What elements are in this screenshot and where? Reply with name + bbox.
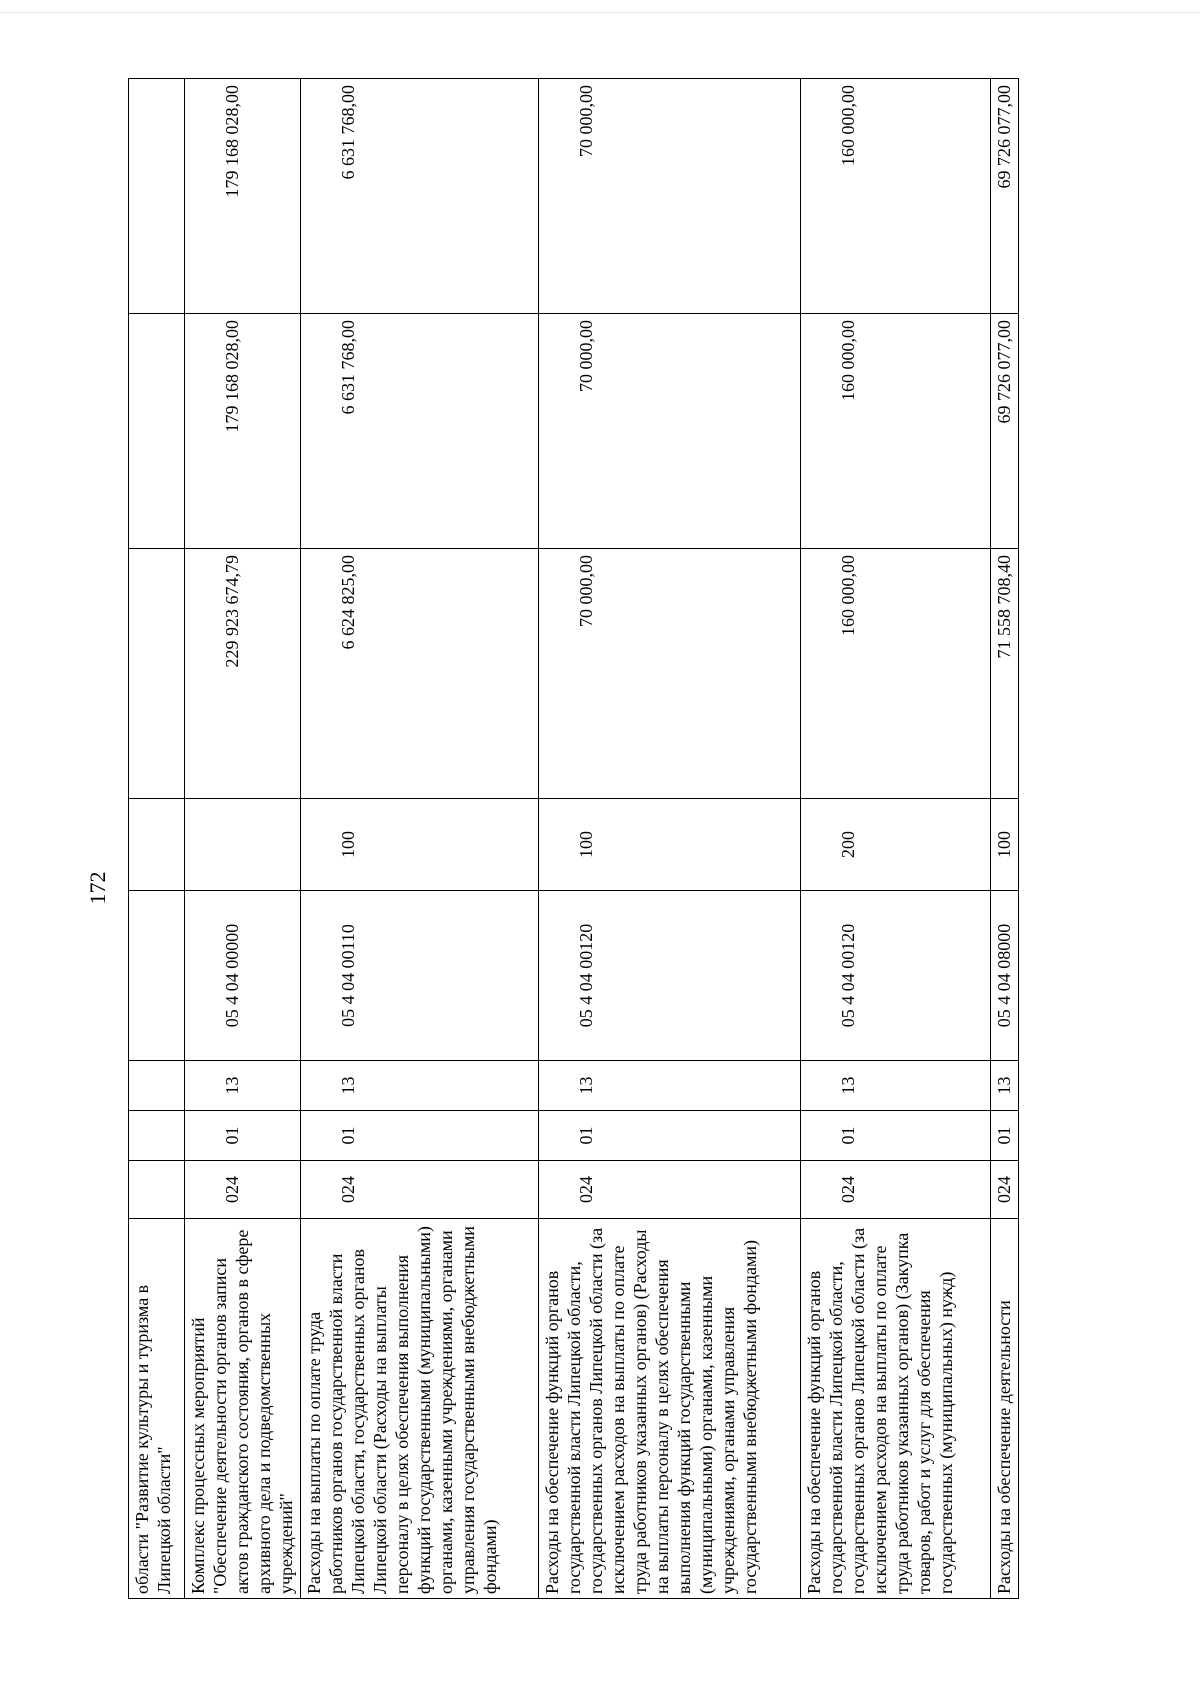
expense-type-cell: 100: [539, 799, 801, 891]
table-row: [991, 79, 1019, 1599]
target-item-cell: [129, 891, 185, 1061]
expense-type-cell: [185, 799, 301, 891]
ministry-cell: 024: [539, 1161, 801, 1219]
amount-3-cell: 70 000,00: [539, 79, 801, 314]
expense-type-cell: [129, 799, 185, 891]
subsection-cell: 13: [991, 1061, 1019, 1111]
amount-3-cell: 6 631 768,00: [301, 79, 539, 314]
amount-1-cell: 70 000,00: [539, 549, 801, 799]
target-item-cell: 05 4 04 00110: [301, 891, 539, 1061]
row-description: области "Развитие культуры и туризма в Липецкой области": [129, 1219, 185, 1599]
section-cell: 01: [539, 1111, 801, 1161]
subsection-cell: 13: [301, 1061, 539, 1111]
amount-2-cell: [129, 314, 185, 549]
table-row: [185, 79, 301, 1599]
expense-type-cell: 100: [301, 799, 539, 891]
row-description: Комплекс процессных мероприятий "Обеспечение деятельности органов записи актов гражданского состояния, органов в сфере архивного дела и подведомственных учреждений": [185, 1219, 301, 1599]
amount-2-cell: 69 726 077,00: [991, 314, 1019, 549]
amount-3-cell: 179 168 028,00: [185, 79, 301, 314]
amount-3-cell: 160 000,00: [801, 79, 991, 314]
subsection-cell: 13: [801, 1061, 991, 1111]
amount-1-cell: 6 624 825,00: [301, 549, 539, 799]
target-item-cell: 05 4 04 00120: [801, 891, 991, 1061]
table-row: [301, 79, 539, 1599]
row-description: Расходы на обеспечение функций органов государственной власти Липецкой области, государственных органов Липецкой области (за исключением расходов на выплаты по оплате труда работников указанных органов) (Расходы на выплаты персоналу в целях обеспечения выполнения функций государственными (муниципальными) органами, казенными учреждениями, органами управления государственными внебюджетными фондами): [539, 1219, 801, 1599]
rotated-table-frame: [128, 79, 1014, 1599]
expense-type-cell: 100: [991, 799, 1019, 891]
section-cell: 01: [301, 1111, 539, 1161]
rotated-table-container: [128, 79, 1014, 1599]
page-number: 172: [85, 871, 110, 905]
amount-2-cell: 6 631 768,00: [301, 314, 539, 549]
amount-1-cell: [129, 549, 185, 799]
amount-1-cell: 71 558 708,40: [991, 549, 1019, 799]
row-description: Расходы на обеспечение функций органов государственной власти Липецкой области, государственных органов Липецкой области (за исключением расходов на выплаты по оплате труда работников указанных органов) (Закупка товаров, работ и услуг для обеспечения государственных (муниципальных) нужд): [801, 1219, 991, 1599]
scan-edge-line: [0, 12, 1200, 13]
row-description: Расходы на выплаты по оплате труда работников органов государственной власти Липецкой области, государственных органов Липецкой области (Расходы на выплаты персоналу в целях обеспечения выполнения функций государственными (муниципальными) органами, казенными учреждениями, органами управления государственными внебюджетными фондами): [301, 1219, 539, 1599]
ministry-cell: 024: [991, 1161, 1019, 1219]
amount-3-cell: 69 726 077,00: [991, 79, 1019, 314]
amount-2-cell: 160 000,00: [801, 314, 991, 549]
target-item-cell: 05 4 04 00120: [539, 891, 801, 1061]
budget-table: [128, 78, 1019, 1599]
target-item-cell: 05 4 04 00000: [185, 891, 301, 1061]
amount-1-cell: 160 000,00: [801, 549, 991, 799]
section-cell: [129, 1111, 185, 1161]
section-cell: 01: [991, 1111, 1019, 1161]
ministry-cell: 024: [301, 1161, 539, 1219]
target-item-cell: 05 4 04 08000: [991, 891, 1019, 1061]
ministry-cell: 024: [185, 1161, 301, 1219]
amount-2-cell: 70 000,00: [539, 314, 801, 549]
section-cell: 01: [185, 1111, 301, 1161]
subsection-cell: 13: [539, 1061, 801, 1111]
ministry-cell: [129, 1161, 185, 1219]
amount-3-cell: [129, 79, 185, 314]
subsection-cell: 13: [185, 1061, 301, 1111]
table-row: [539, 79, 801, 1599]
row-description: Расходы на обеспечение деятельности: [991, 1219, 1019, 1599]
table-row: [129, 79, 185, 1599]
table-row: [801, 79, 991, 1599]
expense-type-cell: 200: [801, 799, 991, 891]
amount-1-cell: 229 923 674,79: [185, 549, 301, 799]
amount-2-cell: 179 168 028,00: [185, 314, 301, 549]
section-cell: 01: [801, 1111, 991, 1161]
subsection-cell: [129, 1061, 185, 1111]
ministry-cell: 024: [801, 1161, 991, 1219]
